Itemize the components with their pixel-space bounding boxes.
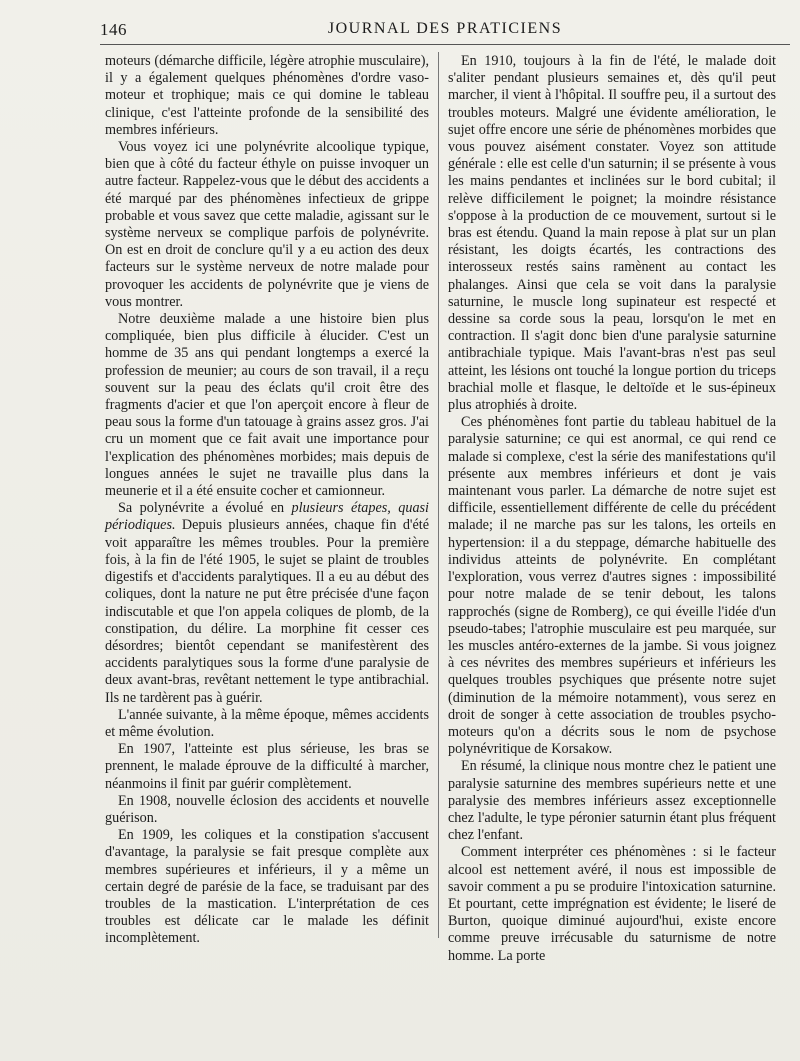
paragraph-text: Depuis plusieurs années, chaque fin d'été voit apparaître les mêmes troubles. Pour la première fois, à la fin de l'été 1905, le sujet se plaint de troubles digestifs et d'accidents paralytiques. Il a eu au début des coliques, dont la nature ne put être précisée d'une façon indiscutable et que l'on appela coliques de plomb, de la constipation, du délire. La morphine fit cesser ces désordres; bientôt cependant se manifestèrent des accidents paralytiques sous la forme d'une paralysie de deux avant-bras, revêtant nettement le type antibrachial. Ils ne tardèrent pas à guérir. (105, 517, 429, 706)
paragraph (105, 500, 429, 706)
paragraph: En 1909, les coliques et la constipation s'accusent d'avantage, la paralysie se fait presque complète aux membres supérieures et inférieurs, il y a même un certain degré de parésie de la face, se traduisant par des troubles de la mastication. L'interprétation de ces troubles est délicate car le malade les définit incomplètement. (105, 827, 429, 947)
paragraph: Comment interpréter ces phénomènes : si le facteur alcool est nettement avéré, il nous est impossible de savoir comment a pu se produire l'intoxication saturnine. Et pourtant, cette imprégnation est évidente; le liseré de Burton, quoique diminué aujourd'hui, existe encore comme preuve irrécusable du saturnisme de notre homme. La porte (448, 844, 776, 964)
paragraph: Vous voyez ici une polynévrite alcoolique typique, bien que à côté du facteur éthyle on puisse invoquer un autre facteur. Rappelez-vous que le début des accidents a été marqué par des phénomènes infectieux de grippe probable et vous savez que cette maladie, agissant sur le système nerveux se complique parfois de polynévrite. On est en droit de conclure qu'il y a eu action des deux facteurs sur le système nerveux de notre malade pour provoquer les accidents de polynévrite que je viens de vous montrer. (105, 139, 429, 310)
paragraph: En résumé, la clinique nous montre chez le patient une paralysie saturnine des membres supérieurs nette et une paralysie des membres inférieurs assez exceptionnelle chez l'adulte, le type péronier saturnin étant plus fréquent chez l'enfant. (448, 758, 776, 844)
paragraph-text: Sa polynévrite a évolué en (118, 500, 292, 517)
column-divider (438, 52, 439, 938)
paragraph: En 1907, l'atteinte est plus sérieuse, les bras se prennent, le malade éprouve de la difficulté à marcher, néanmoins il finit par guérir complètement. (105, 741, 429, 792)
emphasized-text: plusieurs étapes, quasi périodiques. (105, 500, 430, 534)
paragraph: moteurs (démarche difficile, légère atrophie musculaire), il y a également quelques phénomènes d'ordre vaso-moteur et trophique; mais ce qui domine le tableau clinique, c'est l'atteinte profonde de la sensibilité des membres inférieurs. (105, 53, 429, 138)
page-number: 146 (100, 20, 127, 39)
paragraph: Notre deuxième malade a une histoire bien plus compliquée, bien plus difficile à élucider. C'est un homme de 35 ans qui pendant longtemps a exercé la profession de meunier; au cours de son travail, il a reçu souvent sur la peau des éclats qu'il croit être des fragments d'acier et que l'on aperçoit encore à fleur de peau sous la forme d'un tatouage à grains assez gros. J'ai cru un moment que ce fait avait une importance pour l'explication des phénomènes morbides; mais depuis de longues années le sujet ne travaille plus dans la meunerie et il a été ensuite cocher et camionneur. (105, 311, 429, 500)
page-header (100, 14, 790, 44)
left-column (105, 53, 429, 948)
right-column (448, 53, 776, 965)
paragraph: En 1908, nouvelle éclosion des accidents et nouvelle guérison. (105, 792, 429, 826)
running-title: JOURNAL DES PRATICIENS (327, 20, 563, 37)
paragraph: L'année suivante, à la même époque, mêmes accidents et même évolution. (105, 706, 429, 740)
paragraph: Ces phénomènes font partie du tableau habituel de la paralysie saturnine; ce qui est anormal, ce qui rend ce malade si complexe, c'est la série des manifestations qu'il présente aux membres inférieurs et dont je vais maintenant vous parler. La démarche de notre sujet est difficile, essentiellement différente de celle du précédent malade; il ne marche pas sur les talons, les orteils en hypertension: il a du steppage, démarche habituelle des individus atteints de polynévrite. En complétant l'exploration, vous verrez d'autres signes : impossibilité pour notre malade de se tenir debout, les talons rapprochés (signe de Romberg), ce qui éveille l'idée d'un pseudo-tabes; l'atrophie musculaire est peu marquée, sur les muscles antéro-externes de la jambe. Si vous joignez à ces névrites des membres supérieurs et inférieurs les quelques troubles psychiques que présente notre sujet (diminution de la mémoire notamment), vous serez en droit de songer à cette association de troubles psycho-moteurs qu'on a décrits sous le nom de psychose polynévritique de Korsakow. (448, 414, 776, 758)
paragraph: En 1910, toujours à la fin de l'été, le malade doit s'aliter pendant plusieurs semaines et, dès qu'il peut marcher, il vient à l'hôpital. Il souffre peu, il a surtout des troubles moteurs. Malgré une évidente amélioration, le sujet offre encore une série de phénomènes morbides que vous pouvez aisément constater. Voyez son attitude générale : elle est celle d'un saturnin; il se présente à vous les mains pendantes et inclinées sur le bord cubital; il relève difficilement le poignet; la moindre résistance s'oppose à la production de ce mouvement, surtout si le bras est étendu. Quand la main repose à plat sur un plan résistant, les doigts écartés, les contractions des interosseux restés sains ramènent au contact les phalanges. Ainsi que cela se voit dans la paralysie saturnine, le muscle long supinateur est respecté et dessine sa corde sous la peau, lorsqu'on le met en contraction. Il s'agit donc bien d'une paralysie saturnine antibrachiale typique. Mais l'avant-bras n'est pas seul atteint, les lésions ont touché la longue portion du triceps brachial molle et flasque, le deltoïde et le sus-épineux plus atrophiés à droite. (448, 53, 776, 414)
header-rule (100, 44, 790, 45)
